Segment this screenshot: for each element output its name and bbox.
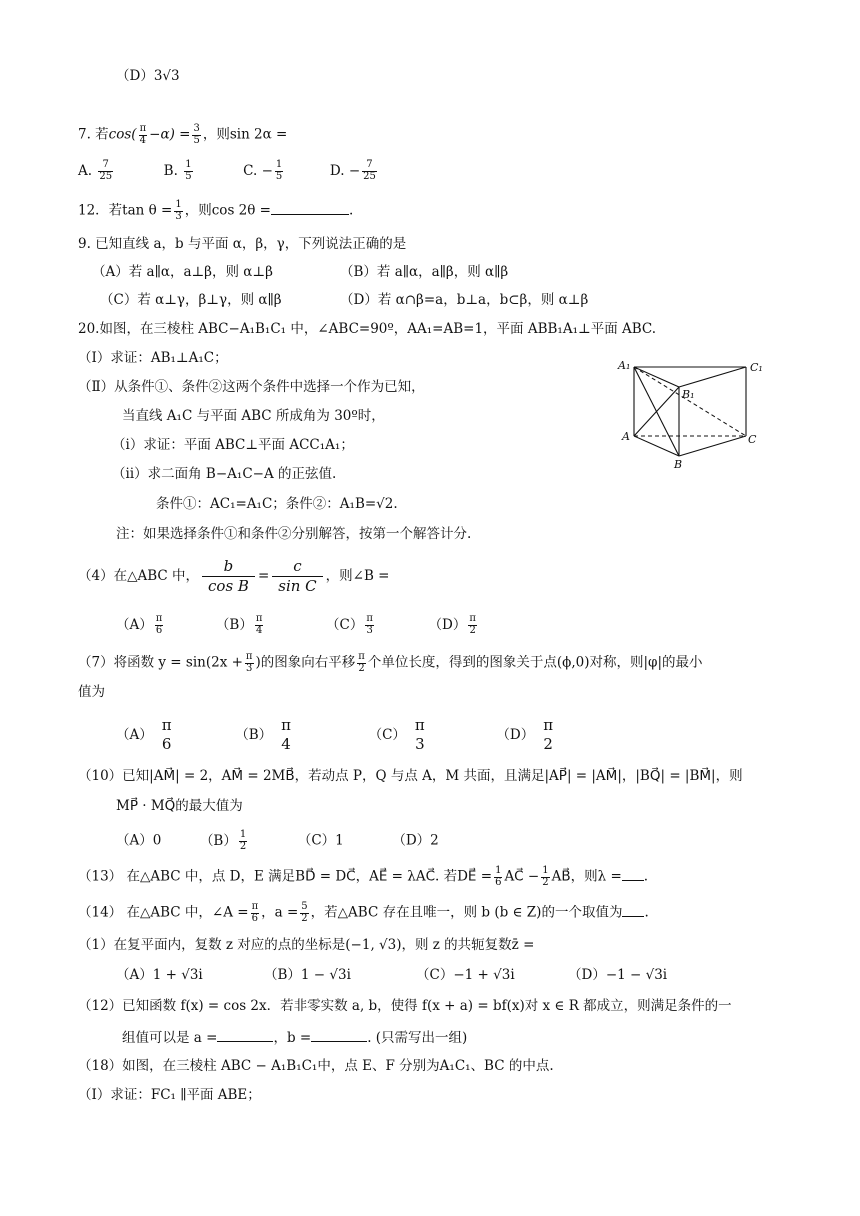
q1-option-c: （C）−1 + √3i <box>416 967 515 983</box>
label-c1: C₁ <box>750 361 763 374</box>
q14-answer-blank <box>622 903 644 917</box>
q20-part-2: （Ⅱ）从条件①、条件②这两个条件中选择一个作为已知， <box>78 379 425 395</box>
label-a1: A₁ <box>618 359 631 372</box>
q12b-answer-b-blank <box>311 1028 367 1042</box>
q10-option-c: （C）1 <box>297 832 344 849</box>
q7-option-b: B. $\frac{1}{5}$ <box>163 159 192 182</box>
q12a-answer-blank <box>271 201 349 215</box>
q7b-option-a: （A） π 6 <box>116 716 172 753</box>
label-b: B <box>674 458 683 470</box>
label-b1: B₁ <box>682 388 695 401</box>
q20-note: 注：如果选择条件①和条件②分别解答，按第一个解答计分. <box>116 526 472 542</box>
q20-subpart-ii: （ⅱ）求二面角 B−A₁C−A 的正弦值. <box>112 466 337 482</box>
q7b-option-b: （B） π 4 <box>235 716 291 753</box>
q20-stem: 20.如图，在三棱柱 ABC−A₁B₁C₁ 中，∠ABC=90º，AA₁=AB=1，平面 ABB₁A₁⊥平面 ABC. <box>78 321 657 337</box>
q18-part-1: （Ⅰ）求证：FC₁ ∥平面 ABE； <box>78 1087 261 1103</box>
q1-option-d: （D）−1 − √3i <box>568 967 668 983</box>
prism-figure <box>612 352 772 470</box>
q12b-answer-a-blank <box>217 1028 273 1042</box>
q18-stem: （18）如图，在三棱柱 ABC − A₁B₁C₁中，点 E、F 分别为A₁C₁、BC 的中点. <box>78 1058 554 1074</box>
q10-option-b: （B） $\frac{1}{2}$ <box>199 829 247 852</box>
q12b-stem: （12）已知函数 f(x) = cos 2x．若非零实数 a, b，使得 f(x + a) = bf(x)对 x ∈ R 都成立，则满足条件的一 <box>78 998 732 1014</box>
q10-stem-cont: MP⃗ · MQ⃗的最大值为 <box>116 798 243 814</box>
q6-option-d: （D）3√3 <box>116 68 180 84</box>
q10-option-d: （D）2 <box>392 832 439 849</box>
label-a: A <box>622 430 630 443</box>
q7-option-d: D. − $\frac{7}{25}$ <box>329 159 376 182</box>
q10-option-a: （A）0 <box>116 832 162 849</box>
q9-option-c: （C）若 α⊥γ，β⊥γ，则 α∥β <box>100 292 282 308</box>
q20-part-1: （Ⅰ）求证：AB₁⊥A₁C； <box>78 350 228 366</box>
q9-option-d: （D）若 α∩β=a，b⊥a，b⊂β，则 α⊥β <box>340 292 589 308</box>
q7-options <box>78 160 379 182</box>
q12b-stem-cont: 组值可以是 a = ，b = . (只需写出一组) <box>122 1030 468 1046</box>
q20-conditions: 条件①：AC₁=A₁C；条件②：A₁B=√2. <box>156 496 398 512</box>
q1-option-b: （B）1 − √3i <box>264 967 351 983</box>
q20-part-2-condition: 当直线 A₁C 与平面 ABC 所成角为 30º时， <box>122 408 385 424</box>
q7b-option-d: （D） π 2 <box>496 716 554 753</box>
q4-option-a: （A） $\frac{\pi}{6}$ <box>116 613 163 636</box>
q14-stem: （14） 在△ABC 中，∠A = $\frac{\pi}{6}$ ，a = $\frac{5}{2}$ ，若△ABC 存在且唯一，则 b (b ∈ Z)的一个取值为 . <box>78 901 649 924</box>
q13-answer-blank <box>622 867 644 881</box>
q9-stem: 9. 已知直线 a，b 与平面 α，β，γ，下列说法正确的是 <box>78 236 407 252</box>
q4-options <box>116 614 479 636</box>
q20-subpart-i: （ⅰ）求证：平面 ABC⊥平面 ACC₁A₁； <box>112 437 354 453</box>
q4-option-c: （C） $\frac{\pi}{3}$ <box>326 613 373 636</box>
q7b-option-c: （C） π 3 <box>368 716 425 753</box>
q10-options <box>116 830 439 852</box>
q13-stem: （13） 在△ABC 中，点 D，E 满足BD⃗ = DC⃗，AE⃗ = λAC⃗. 若DE⃗ = $\frac{1}{6}$ AC⃗ − $\frac{1}{2}$ AB⃗，则λ = . <box>78 865 649 888</box>
q1-option-a: （A）1 + √3i <box>116 967 203 983</box>
q9-option-b: （B）若 a∥α，a∥β，则 α∥β <box>340 264 509 280</box>
q12a-stem: 12．若tan θ = $\frac{1}{3}$ ，则cos 2θ = . <box>78 199 354 222</box>
q7b-options <box>116 716 562 754</box>
q1-stem: （1）在复平面内，复数 z 对应的点的坐标是(−1, √3)，则 z 的共轭复数z̄ = <box>78 937 535 953</box>
q10-stem: （10）已知|AM⃗| = 2，AM⃗ = 2MB⃗，若动点 P，Q 与点 A，M 共面，且满足|AP⃗| = |AM⃗|，|BQ⃗| = |BM⃗|，则 <box>78 768 743 784</box>
q7b-stem-cont: 值为 <box>78 684 105 700</box>
q9-option-a: （A）若 a∥α，a⊥β，则 α⊥β <box>92 264 273 280</box>
q7b-stem: （7）将函数 y = sin(2x + $\frac{\pi}{3}$ )的图象向右平移 $\frac{\pi}{2}$ 个单位长度，得到的图象关于点(ϕ,0)对称，则|φ|的最小 <box>78 651 703 674</box>
q7-stem: 7. 若cos( $\frac{\pi}{4}$ −α) = $\frac{3}{5}$ ，则sin 2α = <box>78 123 288 146</box>
label-c: C <box>748 433 757 446</box>
q4-option-b: （B） $\frac{\pi}{4}$ <box>215 613 263 636</box>
q7-option-a: A. $\frac{7}{25}$ <box>78 159 113 182</box>
q7-option-c: C. − $\frac{1}{5}$ <box>243 159 283 182</box>
q4-option-d: （D） $\frac{\pi}{2}$ <box>428 613 476 636</box>
q4-stem: （4）在△ABC 中， $\frac{b}{\text{cos B}}$ = $\frac{c}{\text{sin C}}$ ，则∠B = <box>78 557 390 595</box>
